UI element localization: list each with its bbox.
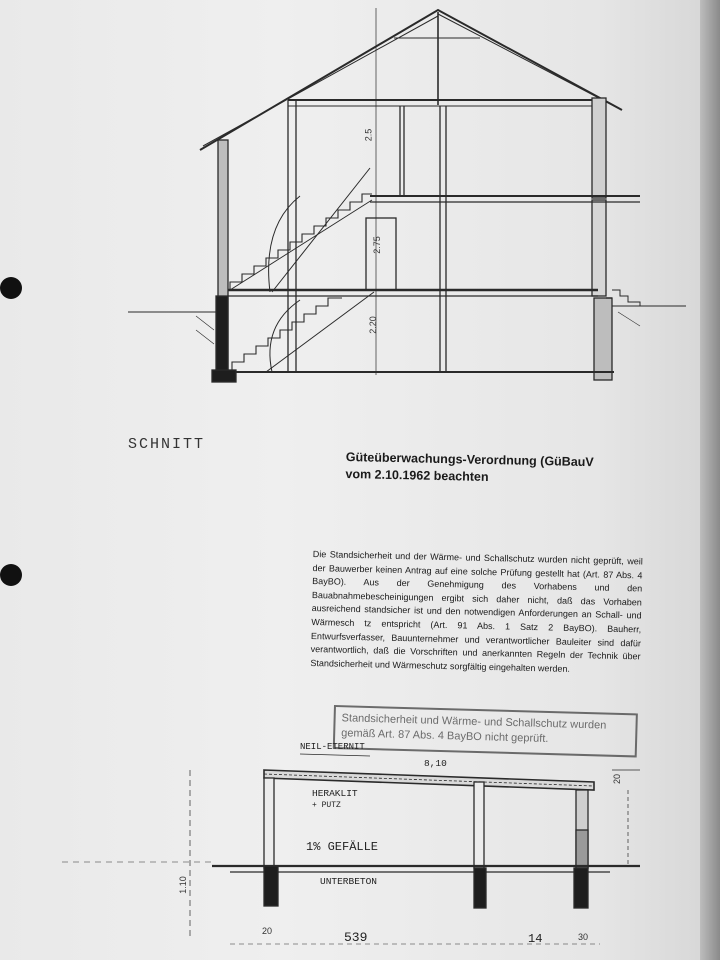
- dim-bottom-right: 30: [578, 932, 589, 942]
- dim-bottom-left: 539: [344, 930, 368, 945]
- dim-roof-height: 2.5: [363, 128, 374, 142]
- label-insulation-2: + PUTZ: [312, 801, 341, 810]
- dim-bottom-mid: 14: [528, 932, 543, 946]
- label-span: 8,10: [424, 758, 447, 769]
- dim-upper-floor-height: 2.75: [371, 236, 382, 254]
- section-label: SCHNITT: [128, 436, 206, 453]
- dim-left-height: 1.10: [177, 876, 188, 894]
- regulation-heading-line2: vom 2.10.1962 beachten: [345, 466, 489, 484]
- dim-lower-floor-height: 2.20: [367, 316, 378, 334]
- notice-paragraph: Die Standsicherheit und der Wärme- und Schallschutz wurden nicht geprüft, weil der Bauwerber keinen Antrag auf eine solche Prüfung gestellt hat (Art. 87 Abs. 4 BayBO). Aus der Genehmigung des Vorhabens und den Bauabnahmebescheinigungen ergibt sich daher nicht, daß das Vorhaben ausreichend standsicher ist und den notwendigen Anforderungen an Schall- und Wärmesch tz entspricht (Art. 91 Abs. 1 Satz 2 BayBO). Bauherr, Entwurfsverfasser, Bauunternehmer und verantwortlicher Bauleiter sind dafür verantwortlich, daß die Vorschriften und anerkannten Regeln der Technik über Standsicherheit und Wärmeschutz sorgfältig eingehalten werden.: [310, 548, 643, 674]
- regulation-heading: [345, 449, 594, 488]
- approval-stamp: Standsicherheit und Wärme- und Schallschutz wurden gemäß Art. 87 Abs. 4 BayBO nicht geprüft.: [333, 705, 638, 757]
- label-insulation-1: HERAKLIT: [312, 788, 358, 799]
- label-slope: 1% GEFÄLLE: [306, 840, 379, 854]
- label-roof-material: NEIL-ETERNIT: [300, 742, 365, 752]
- regulation-heading-line1: Güteüberwachungs-Verordnung (GüBauV: [345, 449, 594, 470]
- label-base-concrete: UNTERBETON: [320, 876, 378, 887]
- dim-far-left: 20: [262, 926, 273, 936]
- dim-right-height: 20: [612, 773, 623, 785]
